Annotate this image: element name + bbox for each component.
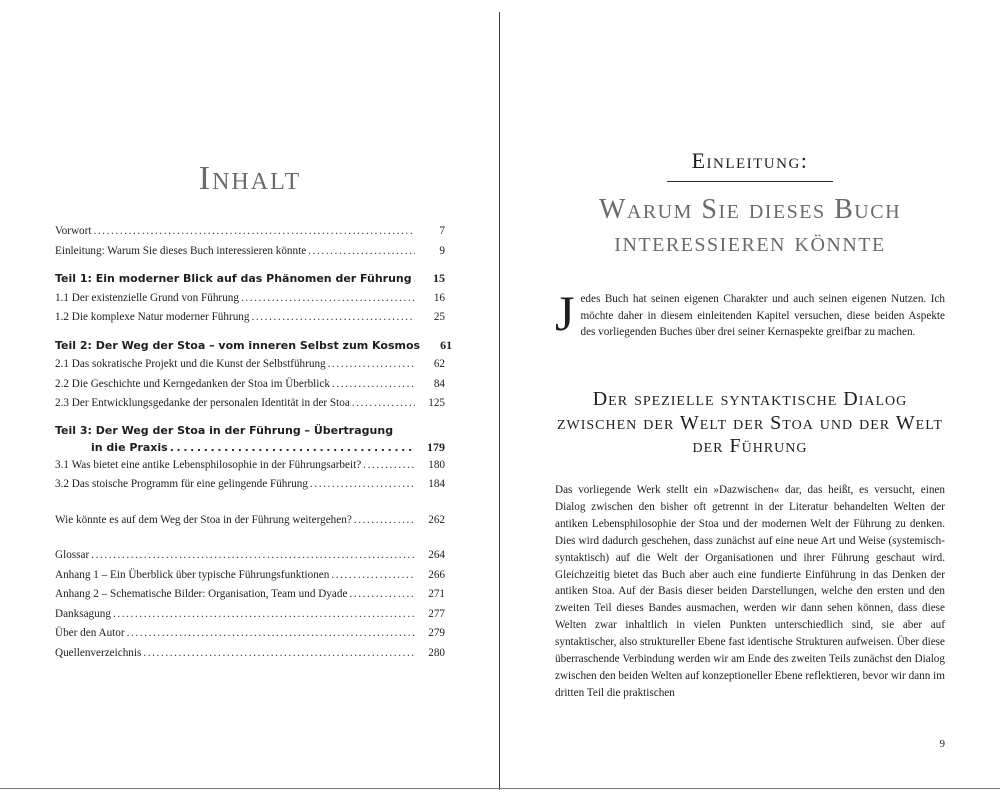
toc-page-number: 180 [428, 458, 445, 471]
toc-entry[interactable] [55, 475, 445, 495]
toc-entry[interactable] [55, 456, 445, 476]
toc-page-number: 279 [428, 627, 445, 639]
toc-entry[interactable] [55, 546, 445, 566]
toc-entry[interactable] [55, 585, 445, 605]
toc-entry[interactable] [55, 566, 445, 586]
toc-entry-label: Vorwort [55, 225, 92, 237]
toc-entry-label: Anhang 2 – Schematische Bilder: Organisation, Team und Dyade [55, 588, 348, 600]
toc-entry-label: 2.3 Der Entwicklungsgedanke der personalen Identität in der Stoa [55, 397, 350, 409]
page-number: 9 [939, 738, 945, 750]
toc-entry-label: 3.2 Das stoische Programm für eine gelingende Führung [55, 478, 308, 490]
toc-page-number: 184 [428, 478, 445, 490]
toc-entry-label: Anhang 1 – Ein Überblick über typische Führungsfunktionen [55, 568, 330, 581]
toc-list [55, 222, 453, 663]
toc-spacer [55, 414, 445, 422]
chapter-label: Einleitung: [691, 148, 809, 173]
intro-paragraph [555, 285, 945, 341]
dot-leader [143, 644, 415, 664]
toc-entry-label: 3.1 Was bietet eine antike Lebensphilosophie in der Führungsarbeit? [55, 458, 362, 471]
toc-page-number: 262 [428, 513, 445, 526]
dot-leader [170, 439, 415, 456]
toc-entry-label: Teil 3: Der Weg der Stoa in der Führung – Übertragung [55, 423, 394, 437]
chapter-rule [667, 181, 833, 182]
dot-leader [363, 456, 415, 476]
toc-part-entry[interactable] [55, 336, 453, 356]
toc-page-number: 264 [428, 549, 445, 561]
toc-entry[interactable] [55, 624, 445, 644]
dot-leader [349, 585, 415, 605]
chapter-title: Warum Sie dieses Buch interessieren könnte [598, 194, 902, 258]
toc-entry[interactable] [55, 375, 445, 395]
toc-spacer [55, 261, 445, 269]
dot-leader [310, 475, 415, 495]
dot-leader [91, 546, 415, 566]
toc-entry-label: Teil 2: Der Weg der Stoa – vom inneren Selbst zum Kosmos [55, 338, 421, 352]
drop-cap: J [555, 285, 575, 341]
toc-page-number: 7 [439, 225, 445, 237]
toc-page-number: 280 [428, 646, 445, 659]
dot-leader [113, 605, 415, 625]
toc-spacer [55, 328, 445, 336]
toc-entry[interactable] [55, 605, 445, 625]
toc-entry-label: Quellenverzeichnis [55, 646, 142, 659]
toc-entry[interactable] [55, 644, 445, 664]
page-gutter [499, 12, 500, 790]
dot-leader [352, 394, 415, 414]
dot-leader [93, 222, 415, 242]
dot-leader [308, 242, 415, 262]
toc-entry-label: 1.2 Die komplexe Natur moderner Führung [55, 311, 250, 323]
toc-entry[interactable] [55, 394, 445, 414]
bottom-rule [0, 788, 1000, 789]
dot-leader [331, 566, 415, 586]
toc-page-number: 125 [428, 397, 445, 409]
dot-leader [332, 375, 415, 395]
toc-page-number: 16 [433, 291, 445, 304]
toc-title: Inhalt [198, 160, 302, 197]
toc-page-number: 271 [428, 588, 445, 600]
toc-page-number: 84 [433, 377, 445, 390]
toc-page-number: 61 [440, 337, 453, 352]
toc-page-number: 25 [433, 311, 445, 323]
toc-entry-label-continued: in die Praxis [91, 440, 168, 454]
dot-leader [328, 355, 415, 375]
toc-entry[interactable] [55, 355, 445, 375]
toc-entry-label: Danksagung [55, 607, 111, 620]
dot-leader [414, 269, 415, 289]
toc-entry-label: Über den Autor [55, 627, 125, 639]
toc-entry[interactable] [55, 289, 445, 309]
toc-entry-label: 2.1 Das sokratische Projekt und die Kunst der Selbstführung [55, 358, 326, 370]
dot-leader [127, 624, 415, 644]
toc-page-number: 9 [439, 244, 445, 257]
toc-entry-label: Glossar [55, 549, 90, 561]
toc-entry-label: Einleitung: Warum Sie dieses Buch interessieren könnte [55, 244, 307, 257]
toc-page-number: 15 [433, 271, 445, 285]
toc-part-entry[interactable] [55, 269, 445, 289]
dot-leader [354, 511, 415, 531]
toc-page-number: 277 [428, 607, 445, 620]
toc-spacer [55, 530, 445, 546]
body-paragraph: Das vorliegende Werk stellt ein »Dazwischen« dar, das heißt, es versucht, einen Dialog zwischen den bisher oft getrennt in der Literatur behandelten Welten der antiken Lebensphilosophie der Stoa und der modernen Welt der Führung zu denken. Dies wird dadurch geschehen, dass zunächst auf eine neue Art und Weise (systemisch-syntaktisch) auf die Welt der Organisationen und ihrer Führung geschaut wird. Gleichzeitig bietet das Buch aber auch eine fundierte Einführung in das Denken der antiken Stoa. Auf der Basis dieser beiden Darstellungen, welche den ersten und den zweiten Teil dieses Bandes ausmachen, werden wir dann sehen können, dass diese Welten zwar inhaltlich in vielen Punkten unterschiedlich sind, sie aber auf syntaktischer, also struktureller Ebene fast identische Strukturen aufweisen. Über diese überraschende Verbindung werden wir am Ende des zweiten Teils zunächst den Dialog zwischen den beiden Welten auf konzeptioneller Ebene reflektieren, bevor wir dann im dritten Teil die praktischen [555, 484, 945, 699]
dot-leader [252, 308, 416, 328]
toc-entry-label: Wie könnte es auf dem Weg der Stoa in der Führung weitergehen? [55, 513, 352, 526]
dot-leader [241, 289, 415, 309]
section-title: Der spezielle syntaktische Dialog zwischen der Welt der Stoa und der Welt der Führung [556, 388, 944, 457]
toc-entry[interactable] [55, 222, 445, 242]
toc-page-number: 266 [428, 568, 445, 581]
toc-entry-label: 1.1 Der existenzielle Grund von Führung [55, 291, 239, 304]
toc-page-number: 62 [433, 358, 445, 370]
toc-entry[interactable] [55, 242, 445, 262]
intro-text: edes Buch hat seinen eigenen Charakter und auch seinen eigenen Nutzen. Ich möchte daher in diesem einleitenden Kapitel versuchen, diese beiden Aspekte des vorliegenden Buches über drei seiner Kernaspekte greifbar zu machen. [580, 293, 945, 338]
toc-entry[interactable] [55, 308, 445, 328]
toc-entry-label: 2.2 Die Geschichte und Kerngedanken der Stoa im Überblick [55, 377, 330, 390]
toc-part-entry[interactable] [55, 422, 445, 456]
toc-spacer [55, 495, 445, 511]
toc-entry-continuation [55, 439, 445, 456]
toc-page-number: 179 [427, 439, 445, 454]
toc-entry[interactable] [55, 511, 445, 531]
toc-entry-label: Teil 1: Ein moderner Blick auf das Phänomen der Führung [55, 272, 412, 285]
